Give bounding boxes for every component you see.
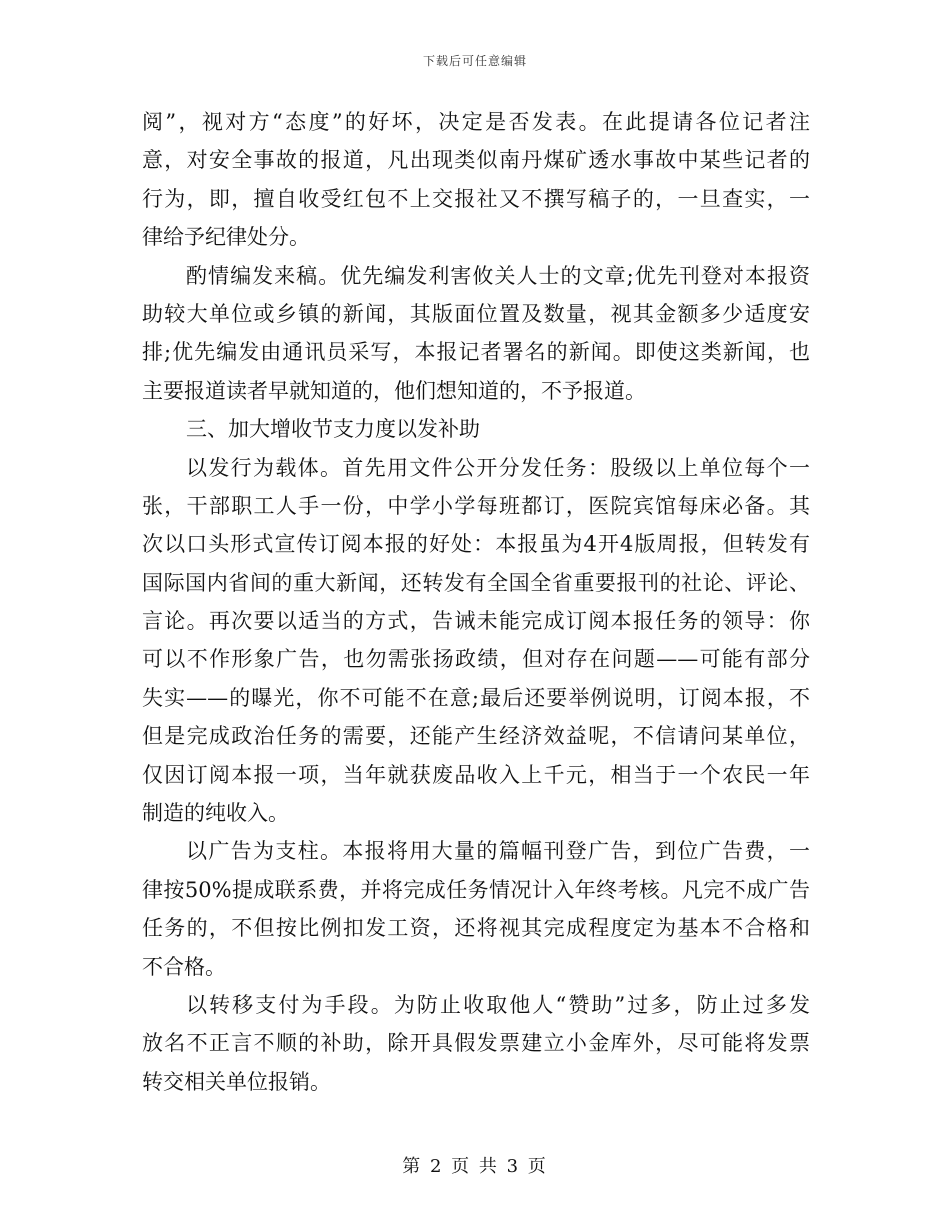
text-line: 酌情编发来稿。优先编发利害攸关人士的文章;优先刊登对本报资: [186, 263, 810, 288]
text-line: 仅因订阅本报一项，当年就获废品收入上千元，相当于一个农民一年: [142, 762, 810, 787]
text-line: 阅”，视对方“态度”的好坏，决定是否发表。在此提请各位记者注: [142, 110, 810, 134]
text-line: 言论。再次要以适当的方式，告诫未能完成订阅本报任务的领导：你: [142, 609, 810, 634]
text-line: 以发行为载体。首先用文件公开分发任务：股级以上单位每个一: [186, 455, 810, 480]
text-line: 但是完成政治任务的需要，还能产生经济效益呢，不信请问某单位，: [142, 724, 810, 749]
page-header: 下载后可任意编辑: [422, 54, 527, 68]
text-line: 意，对安全事故的报道，凡出现类似南丹煤矿透水事故中某些记者的: [142, 148, 810, 173]
text-line: 张，干部职工人手一份，中学小学每班都订，医院宾馆每床必备。其: [142, 493, 810, 518]
text-line: 助较大单位或乡镇的新闻，其版面位置及数量，视其金额多少适度安: [142, 301, 810, 326]
text-line: 转交相关单位报销。: [142, 1069, 331, 1094]
text-line: 律按50%提成联系费，并将完成任务情况计入年终考核。凡完不成广告: [142, 877, 810, 902]
text-line: 不合格。: [142, 954, 226, 979]
text-line: 排;优先编发由通讯员采写，本报记者署名的新闻。即使这类新闻，也: [142, 340, 810, 365]
document-body: [142, 103, 810, 1101]
text-line: 放名不正言不顺的补助，除开具假发票建立小金库外，尽可能将发票: [142, 1031, 810, 1056]
text-line: 可以不作形象广告，也勿需张扬政绩，但对存在问题——可能有部分: [142, 647, 810, 672]
text-line: 行为，即，擅自收受红包不上交报社又不撰写稿子的，一旦查实，一: [142, 186, 810, 211]
text-line: 制造的纯收入。: [142, 801, 289, 826]
text-line: 以广告为支柱。本报将用大量的篇幅刊登广告，到位广告费，一: [186, 839, 810, 864]
text-line: 失实——的曝光，你不可能不在意;最后还要举例说明，订阅本报，不: [142, 685, 810, 710]
text-line: 次以口头形式宣传订阅本报的好处：本报虽为4开4版周报，但转发有: [142, 532, 810, 557]
text-line: 主要报道读者早就知道的，他们想知道的，不予报道。: [142, 378, 646, 403]
page-number-footer: 第 2 页 共 3 页: [402, 1156, 548, 1177]
text-line: 国际国内省间的重大新闻，还转发有全国全省重要报刊的社论、评论、: [142, 570, 810, 595]
section-heading: 三、加大增收节支力度以发补助: [186, 417, 480, 442]
text-line: 以转移支付为手段。为防止收取他人“赞助”过多，防止过多发: [186, 992, 810, 1017]
text-line: 律给予纪律处分。: [142, 225, 310, 250]
text-line: 任务的，不但按比例扣发工资，还将视其完成程度定为基本不合格和: [142, 916, 810, 941]
